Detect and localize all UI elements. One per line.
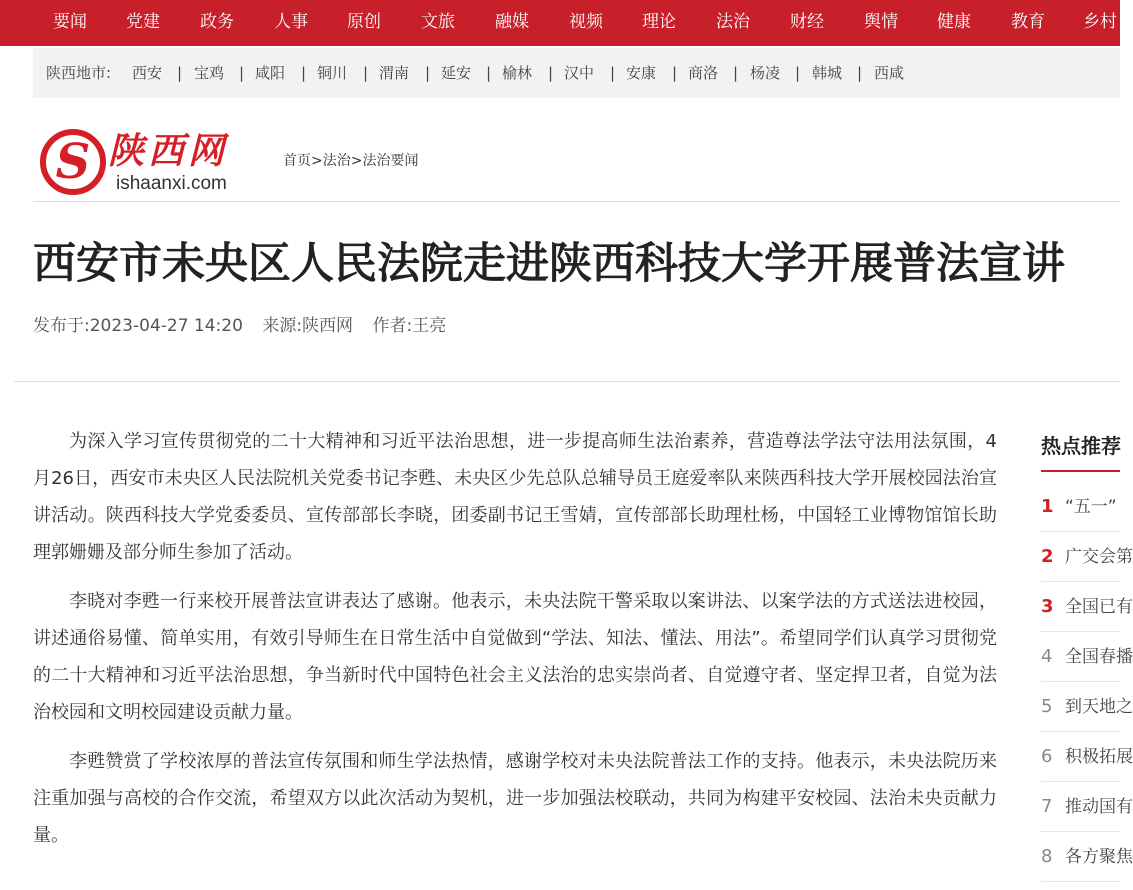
region-link-hanzhong[interactable]: 汉中 <box>564 64 595 82</box>
nav-item-yuqing[interactable]: 舆情 <box>864 12 898 32</box>
hot-list <box>1041 482 1133 882</box>
region-separator: | <box>486 64 492 82</box>
region-link-yulin[interactable]: 榆林 <box>502 64 533 82</box>
nav-item-rongmei[interactable]: 融媒 <box>495 12 529 32</box>
hot-rank: 2 <box>1041 546 1054 567</box>
article-paragraph: 李晓对李甦一行来校开展普法宣讲表达了感谢。他表示，未央法院干警采取以案讲法、以案学法的方式送法进校园，讲述通俗易懂、简单实用，有效引导师生在日常生活中自觉做到“学法、知法、懂法、用法”。希望同学们认真学习贯彻党的二十大精神和习近平法治思想，争当新时代中国特色社会主义法治的忠实崇尚者、自觉遵守者、坚定捍卫者，自觉为法治校园和文明校园建设贡献力量。 <box>33 591 997 723</box>
hot-rank: 5 <box>1041 696 1053 717</box>
nav-item-caijing[interactable]: 财经 <box>790 12 824 32</box>
hot-rank: 7 <box>1041 796 1053 817</box>
region-link-xixian[interactable]: 西咸 <box>874 64 905 82</box>
hot-rank: 8 <box>1041 846 1053 867</box>
nav-item-yuanchuang[interactable]: 原创 <box>347 12 381 32</box>
meta-divider <box>14 381 1120 382</box>
hot-headline[interactable]: 到天地之 <box>1065 697 1133 717</box>
region-link-xianyang[interactable]: 咸阳 <box>255 64 286 82</box>
hot-headline[interactable]: 全国春播 <box>1065 647 1133 667</box>
hot-list-item[interactable] <box>1041 632 1133 682</box>
region-separator: | <box>857 64 863 82</box>
nav-item-lilun[interactable]: 理论 <box>642 12 676 32</box>
region-label: 陕西地市: <box>46 64 112 82</box>
region-bar <box>33 48 1120 98</box>
hot-list-item[interactable] <box>1041 582 1133 632</box>
hot-rank: 1 <box>1041 496 1054 517</box>
nav-item-jiaoyu[interactable]: 教育 <box>1011 12 1045 32</box>
hot-rank: 4 <box>1041 646 1053 667</box>
nav-item-zhengwu[interactable]: 政务 <box>200 12 234 32</box>
hot-headline[interactable]: 各方聚焦 <box>1065 847 1133 867</box>
logo-chinese-name: 陕西网 <box>108 130 229 172</box>
article-body <box>33 423 997 866</box>
hot-list-item[interactable] <box>1041 832 1133 882</box>
hot-title-underline <box>1041 470 1120 472</box>
hot-headline[interactable]: 推动国有 <box>1065 797 1133 817</box>
nav-item-wenlv[interactable]: 文旅 <box>421 12 455 32</box>
region-link-ankang[interactable]: 安康 <box>626 64 657 82</box>
nav-item-shipin[interactable]: 视频 <box>569 12 603 32</box>
region-separator: | <box>795 64 801 82</box>
region-separator: | <box>425 64 431 82</box>
breadcrumb-home[interactable]: 首页 <box>283 153 311 169</box>
article-title: 西安市未央区人民法院走进陕西科技大学开展普法宣讲 <box>33 239 1065 289</box>
hot-headline[interactable]: 全国已有 <box>1065 597 1133 617</box>
header-divider <box>33 201 1120 202</box>
hot-headline[interactable]: 积极拓展 <box>1065 747 1133 767</box>
region-separator: | <box>239 64 245 82</box>
hot-rank: 3 <box>1041 596 1054 617</box>
nav-item-xiangcun[interactable]: 乡村 <box>1083 12 1117 32</box>
breadcrumb <box>283 150 418 170</box>
hot-list-item[interactable] <box>1041 682 1133 732</box>
region-link-hancheng[interactable]: 韩城 <box>812 64 843 82</box>
nav-item-fazhi[interactable]: 法治 <box>716 12 750 32</box>
region-link-xian[interactable]: 西安 <box>132 64 163 82</box>
article-paragraph: 为深入学习宣传贯彻党的二十大精神和习近平法治思想，进一步提高师生法治素养，营造尊法学法守法用法氛围，4月26日，西安市未央区人民法院机关党委书记李甦、未央区少先总队总辅导员王庭爱率队来陕西科技大学开展校园法治宣讲活动。陕西科技大学党委委员、宣传部部长李晓，团委副书记王雪婧，宣传部部长助理杜杨，中国轻工业博物馆馆长助理郭姗姗及部分师生参加了活动。 <box>33 431 997 563</box>
region-separator: | <box>672 64 678 82</box>
region-link-weinan[interactable]: 渭南 <box>379 64 410 82</box>
region-separator: | <box>363 64 369 82</box>
site-logo[interactable] <box>40 125 270 197</box>
nav-item-jiankang[interactable]: 健康 <box>937 12 971 32</box>
hot-list-item[interactable] <box>1041 482 1120 532</box>
hot-rank: 6 <box>1041 746 1053 767</box>
region-link-yangling[interactable]: 杨凌 <box>750 64 781 82</box>
region-separator: | <box>301 64 307 82</box>
hot-list-item[interactable] <box>1041 532 1133 582</box>
hot-headline[interactable]: 广交会第 <box>1065 547 1133 567</box>
article-meta <box>33 314 460 338</box>
breadcrumb-separator: > <box>311 153 323 169</box>
breadcrumb-fazhi-yaowen[interactable]: 法治要闻 <box>362 153 419 169</box>
region-separator: | <box>548 64 554 82</box>
logo-emblem-icon: S <box>40 129 106 195</box>
hot-headline[interactable]: “五一” <box>1065 497 1117 517</box>
hot-list-item[interactable] <box>1041 732 1133 782</box>
article-author: 作者:王亮 <box>372 316 447 336</box>
region-link-yanan[interactable]: 延安 <box>441 64 472 82</box>
region-separator: | <box>733 64 739 82</box>
article-source: 来源:陕西网 <box>262 316 354 336</box>
nav-item-renshi[interactable]: 人事 <box>274 12 308 32</box>
top-nav <box>0 0 1120 46</box>
region-separator: | <box>177 64 183 82</box>
region-separator: | <box>610 64 616 82</box>
logo-domain: ishaanxi.com <box>116 173 227 194</box>
hot-recommend-title: 热点推荐 <box>1041 434 1121 458</box>
article-paragraph: 李甦赞赏了学校浓厚的普法宣传氛围和师生学法热情，感谢学校对未央法院普法工作的支持。他表示，未央法院历来注重加强与高校的合作交流，希望双方以此次活动为契机，进一步加强法校联动，共同为构建平安校园、法治未央贡献力量。 <box>33 751 997 846</box>
nav-item-dangjian[interactable]: 党建 <box>126 12 160 32</box>
nav-item-yaowen[interactable]: 要闻 <box>53 12 87 32</box>
hot-list-item[interactable] <box>1041 782 1133 832</box>
publish-time: 发布于:2023-04-27 14:20 <box>33 316 243 336</box>
breadcrumb-fazhi[interactable]: 法治 <box>322 153 351 169</box>
region-link-shangluo[interactable]: 商洛 <box>688 64 719 82</box>
region-link-baoji[interactable]: 宝鸡 <box>194 64 225 82</box>
region-link-tongchuan[interactable]: 铜川 <box>317 64 348 82</box>
breadcrumb-separator: > <box>350 153 363 169</box>
